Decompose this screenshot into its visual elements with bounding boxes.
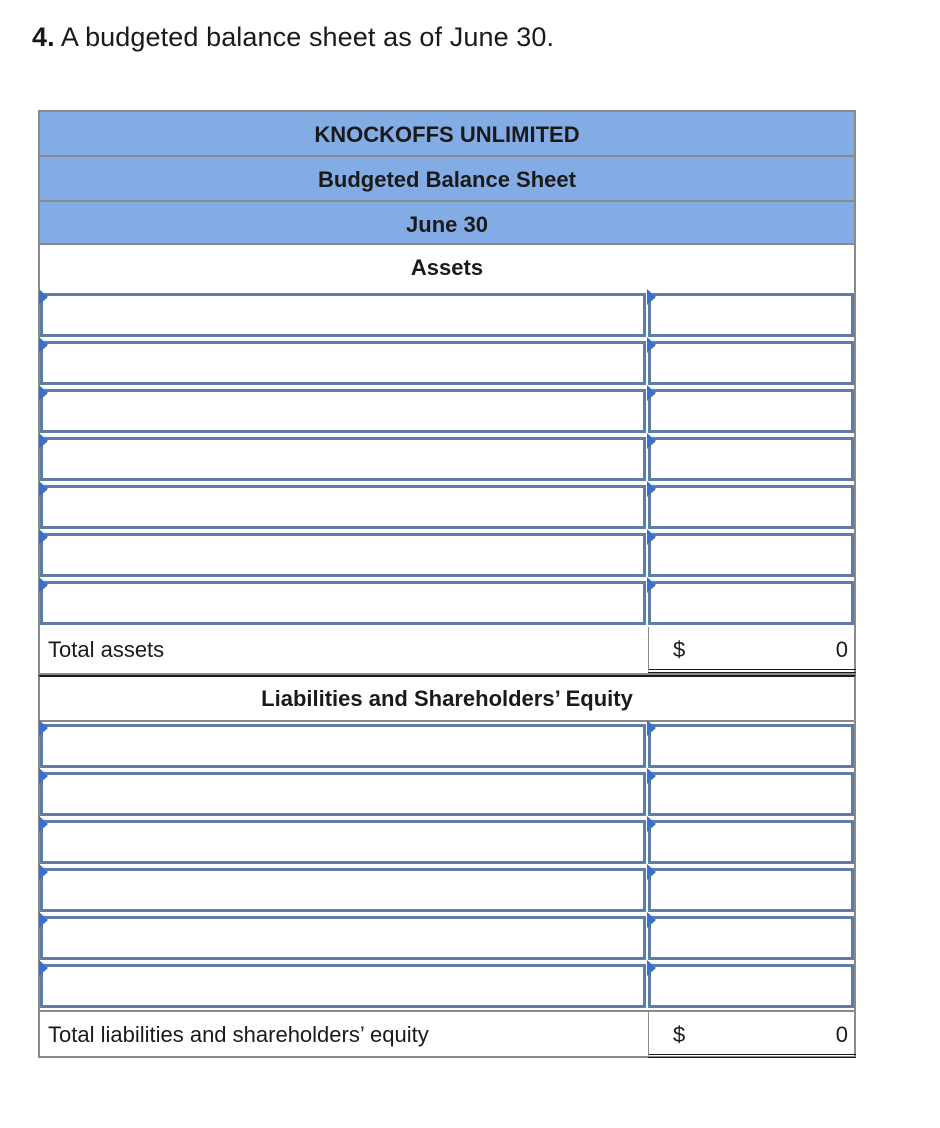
asset-row bbox=[38, 579, 856, 627]
total-assets-amount bbox=[648, 627, 856, 673]
asset-account-dropdown[interactable] bbox=[40, 581, 646, 625]
dropdown-marker-icon bbox=[39, 720, 48, 736]
asset-amount-input[interactable] bbox=[648, 581, 854, 625]
currency-symbol: $ bbox=[673, 1022, 686, 1047]
dropdown-marker-icon bbox=[647, 816, 656, 832]
dropdown-marker-icon bbox=[647, 864, 656, 880]
dropdown-marker-icon bbox=[647, 289, 656, 305]
liability-row bbox=[38, 818, 856, 866]
dropdown-marker-icon bbox=[39, 864, 48, 880]
balance-sheet-table bbox=[38, 110, 856, 1058]
total-liabilities-label: Total liabilities and shareholders’ equity bbox=[48, 1022, 429, 1047]
total-assets-value: 0 bbox=[835, 637, 848, 662]
asset-amount-input[interactable] bbox=[648, 533, 854, 577]
asset-amount-input[interactable] bbox=[648, 341, 854, 385]
asset-account-dropdown[interactable] bbox=[40, 533, 646, 577]
question-number: 4. bbox=[32, 22, 55, 52]
sheet-date: June 30 bbox=[38, 200, 856, 245]
dropdown-marker-icon bbox=[647, 912, 656, 928]
liability-account-dropdown[interactable] bbox=[40, 964, 646, 1008]
asset-row bbox=[38, 531, 856, 579]
liability-row bbox=[38, 722, 856, 770]
liability-row bbox=[38, 962, 856, 1010]
question-prompt bbox=[32, 22, 554, 53]
liability-account-dropdown[interactable] bbox=[40, 772, 646, 816]
liability-amount-input[interactable] bbox=[648, 772, 854, 816]
asset-row bbox=[38, 339, 856, 387]
asset-amount-input[interactable] bbox=[648, 293, 854, 337]
dropdown-marker-icon bbox=[39, 816, 48, 832]
liability-row bbox=[38, 866, 856, 914]
asset-row bbox=[38, 291, 856, 339]
liability-amount-input[interactable] bbox=[648, 724, 854, 768]
dropdown-marker-icon bbox=[39, 768, 48, 784]
asset-amount-input[interactable] bbox=[648, 485, 854, 529]
dropdown-marker-icon bbox=[39, 577, 48, 593]
liabilities-heading: Liabilities and Shareholders’ Equity bbox=[38, 675, 856, 722]
dropdown-marker-icon bbox=[647, 577, 656, 593]
dropdown-marker-icon bbox=[647, 960, 656, 976]
dropdown-marker-icon bbox=[39, 289, 48, 305]
liability-row bbox=[38, 914, 856, 962]
dropdown-marker-icon bbox=[39, 912, 48, 928]
dropdown-marker-icon bbox=[647, 337, 656, 353]
liability-amount-input[interactable] bbox=[648, 916, 854, 960]
liability-amount-input[interactable] bbox=[648, 868, 854, 912]
liability-account-dropdown[interactable] bbox=[40, 724, 646, 768]
dropdown-marker-icon bbox=[647, 768, 656, 784]
total-liabilities-row bbox=[38, 1010, 856, 1058]
total-liabilities-amount bbox=[648, 1012, 856, 1058]
question-text: A budgeted balance sheet as of June 30. bbox=[60, 22, 555, 52]
liability-account-dropdown[interactable] bbox=[40, 916, 646, 960]
liability-row bbox=[38, 770, 856, 818]
liability-account-dropdown[interactable] bbox=[40, 820, 646, 864]
asset-account-dropdown[interactable] bbox=[40, 293, 646, 337]
sheet-title: Budgeted Balance Sheet bbox=[38, 155, 856, 200]
dropdown-marker-icon bbox=[647, 481, 656, 497]
dropdown-marker-icon bbox=[39, 960, 48, 976]
asset-row bbox=[38, 483, 856, 531]
liability-amount-input[interactable] bbox=[648, 964, 854, 1008]
dropdown-marker-icon bbox=[39, 337, 48, 353]
asset-row bbox=[38, 387, 856, 435]
total-liabilities-value: 0 bbox=[835, 1022, 848, 1047]
asset-account-dropdown[interactable] bbox=[40, 437, 646, 481]
company-name: KNOCKOFFS UNLIMITED bbox=[38, 110, 856, 155]
liability-amount-input[interactable] bbox=[648, 820, 854, 864]
asset-row bbox=[38, 435, 856, 483]
assets-heading: Assets bbox=[38, 245, 856, 291]
asset-amount-input[interactable] bbox=[648, 389, 854, 433]
total-assets-row bbox=[38, 627, 856, 675]
liability-account-dropdown[interactable] bbox=[40, 868, 646, 912]
dropdown-marker-icon bbox=[647, 529, 656, 545]
asset-account-dropdown[interactable] bbox=[40, 485, 646, 529]
dropdown-marker-icon bbox=[39, 481, 48, 497]
liabilities-rows bbox=[38, 722, 856, 1010]
dropdown-marker-icon bbox=[39, 433, 48, 449]
asset-account-dropdown[interactable] bbox=[40, 389, 646, 433]
dropdown-marker-icon bbox=[647, 720, 656, 736]
dropdown-marker-icon bbox=[647, 385, 656, 401]
asset-account-dropdown[interactable] bbox=[40, 341, 646, 385]
total-assets-label: Total assets bbox=[48, 637, 165, 662]
assets-rows bbox=[38, 291, 856, 627]
currency-symbol: $ bbox=[673, 637, 686, 662]
dropdown-marker-icon bbox=[39, 385, 48, 401]
dropdown-marker-icon bbox=[39, 529, 48, 545]
dropdown-marker-icon bbox=[647, 433, 656, 449]
asset-amount-input[interactable] bbox=[648, 437, 854, 481]
